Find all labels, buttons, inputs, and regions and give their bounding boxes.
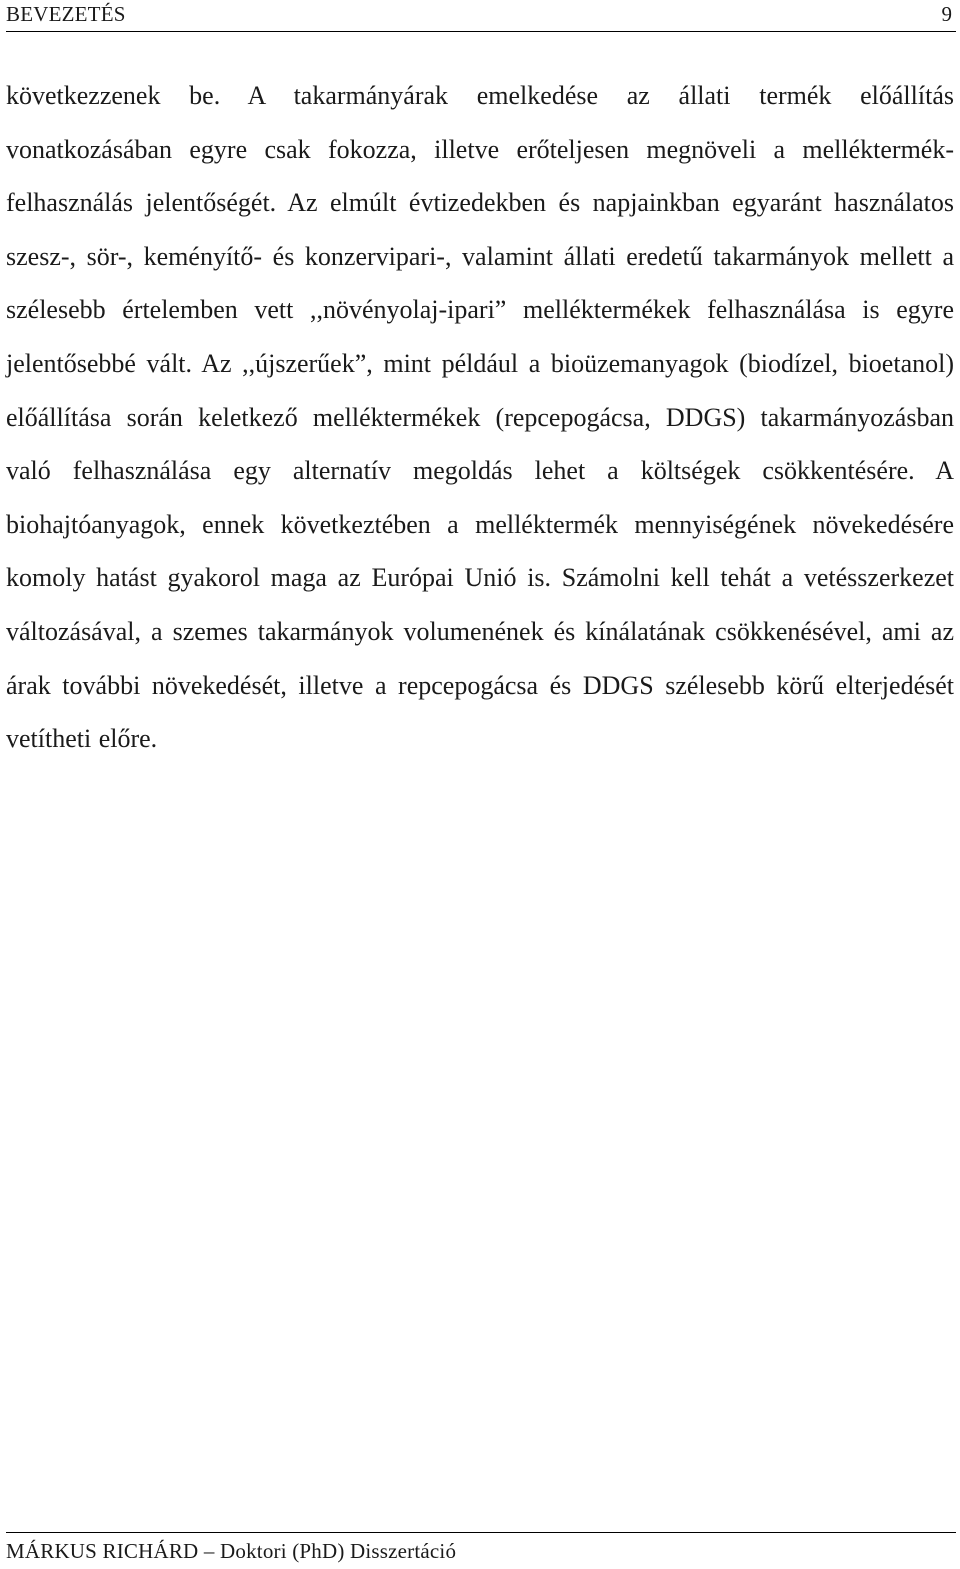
page-header [6, 0, 956, 32]
page-footer [6, 1532, 956, 1569]
body-paragraph: következzenek be. A takarmányárak emelkedése az állati termék előállítás vonatkozásában egyre csak fokozza, illetve erőteljesen megnöveli a melléktermék-felhasználás jelentőségét. Az elmúlt évtizedekben és napjainkban egyaránt használatos szesz-, sör-, keményítő- és konzervipari-, valamint állati eredetű takarmányok mellett a szélesebb értelemben vett ,,növényolaj-ipari” melléktermékek felhasználása is egyre jelentősebbé vált. Az ,,újszerűek”, mint például a bioüzemanyagok (biodízel, bioetanol) előállítása során keletkező melléktermékek (repcepogácsa, DDGS) takarmányozásban való felhasználása egy alternatív megoldás lehet a költségek csökkentésére. A biohajtóanyagok, ennek következtében a melléktermék mennyiségének növekedésére komoly hatást gyakorol maga az Európai Unió is. Számolni kell tehát a vetésszerkezet változásával, a szemes takarmányok volumenének és kínálatának csökkenésével, ami az árak további növekedését, illetve a repcepogácsa és DDGS szélesebb körű elterjedését vetítheti előre. [6, 81, 954, 754]
page-number: 9 [941, 2, 952, 26]
footer-author-title: MÁRKUS RICHÁRD – Doktori (PhD) Disszertáció [6, 1539, 457, 1563]
section-title: BEVEZETÉS [6, 2, 126, 26]
